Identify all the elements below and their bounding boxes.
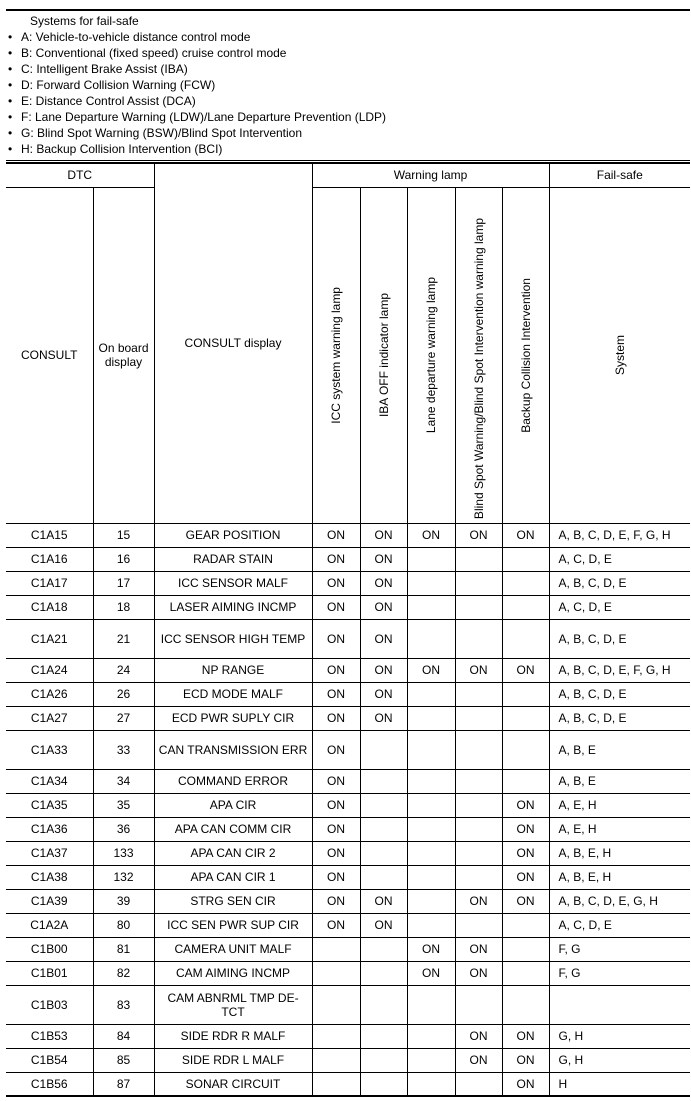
blind-spot-lamp-cell xyxy=(455,547,502,571)
icc-lamp-cell: ON xyxy=(312,595,360,619)
on-board-display-column-header: On board display xyxy=(93,187,154,523)
lane-lamp-cell xyxy=(407,913,455,937)
dtc-code-cell: C1B00 xyxy=(6,937,93,961)
iba-lamp-cell xyxy=(360,793,407,817)
lane-lamp-cell xyxy=(407,730,455,769)
icc-lamp-cell: ON xyxy=(312,793,360,817)
consult-display-cell: ICC SENSOR MALF xyxy=(154,571,312,595)
legend-item: • D: Forward Collision Warning (FCW) xyxy=(6,77,690,93)
consult-display-cell: APA CAN CIR 2 xyxy=(154,841,312,865)
system-cell: A, B, E, H xyxy=(549,841,690,865)
icc-lamp-cell: ON xyxy=(312,817,360,841)
blind-spot-lamp-column-label: Blind Spot Warning/Blind Spot Intervention warning lamp xyxy=(471,217,486,519)
system-cell: A, B, E xyxy=(549,730,690,769)
legend-item: • A: Vehicle-to-vehicle distance control mode xyxy=(6,29,690,45)
dtc-code-cell: C1B56 xyxy=(6,1072,93,1096)
table-row xyxy=(6,619,690,658)
dtc-code-cell: C1A16 xyxy=(6,547,93,571)
backup-cell: ON xyxy=(502,1048,549,1072)
lane-lamp-cell xyxy=(407,889,455,913)
system-column-header xyxy=(549,187,690,523)
icc-lamp-cell: ON xyxy=(312,682,360,706)
iba-lamp-cell xyxy=(360,817,407,841)
legend-item: • C: Intelligent Brake Assist (IBA) xyxy=(6,61,690,77)
dtc-code-cell: C1A33 xyxy=(6,730,93,769)
consult-display-cell: NP RANGE xyxy=(154,658,312,682)
system-cell: G, H xyxy=(549,1024,690,1048)
blind-spot-lamp-cell xyxy=(455,682,502,706)
blind-spot-lamp-cell xyxy=(455,817,502,841)
icc-lamp-cell xyxy=(312,1024,360,1048)
consult-display-cell: CAM AIMING INCMP xyxy=(154,961,312,985)
backup-cell: ON xyxy=(502,889,549,913)
blind-spot-lamp-cell: ON xyxy=(455,1024,502,1048)
iba-lamp-cell xyxy=(360,769,407,793)
dtc-code-cell: C1A27 xyxy=(6,706,93,730)
system-cell: A, C, D, E xyxy=(549,913,690,937)
lane-lamp-cell xyxy=(407,682,455,706)
lane-lamp-cell: ON xyxy=(407,523,455,547)
iba-lamp-cell: ON xyxy=(360,889,407,913)
backup-cell: ON xyxy=(502,523,549,547)
iba-lamp-cell xyxy=(360,730,407,769)
table-row xyxy=(6,523,690,547)
system-column-label: System xyxy=(612,334,627,375)
system-cell: A, B, C, D, E, G, H xyxy=(549,889,690,913)
lane-lamp-cell xyxy=(407,706,455,730)
dtc-code-cell: C1A15 xyxy=(6,523,93,547)
backup-cell: ON xyxy=(502,865,549,889)
table-row xyxy=(6,889,690,913)
icc-lamp-cell: ON xyxy=(312,865,360,889)
icc-lamp-cell: ON xyxy=(312,571,360,595)
dtc-code-cell: C1A35 xyxy=(6,793,93,817)
backup-cell xyxy=(502,961,549,985)
icc-lamp-cell: ON xyxy=(312,547,360,571)
lane-lamp-cell xyxy=(407,1024,455,1048)
backup-cell xyxy=(502,937,549,961)
iba-lamp-cell: ON xyxy=(360,706,407,730)
header-row-columns xyxy=(6,187,690,523)
icc-lamp-cell xyxy=(312,1048,360,1072)
icc-lamp-cell: ON xyxy=(312,889,360,913)
on-board-cell: 39 xyxy=(93,889,154,913)
dtc-code-cell: C1A2A xyxy=(6,913,93,937)
on-board-cell: 27 xyxy=(93,706,154,730)
header-row-groups xyxy=(6,163,690,187)
blind-spot-lamp-column-header xyxy=(455,187,502,523)
icc-lamp-column-label: ICC system warning lamp xyxy=(329,286,344,424)
blind-spot-lamp-cell xyxy=(455,985,502,1024)
on-board-cell: 16 xyxy=(93,547,154,571)
system-cell: H xyxy=(549,1072,690,1096)
system-cell: A, E, H xyxy=(549,793,690,817)
dtc-code-cell: C1A17 xyxy=(6,571,93,595)
table-row xyxy=(6,1072,690,1096)
table-row xyxy=(6,985,690,1024)
legend-title: Systems for fail-safe xyxy=(30,14,139,28)
backup-cell xyxy=(502,619,549,658)
dtc-code-cell: C1A21 xyxy=(6,619,93,658)
on-board-cell: 83 xyxy=(93,985,154,1024)
fail-safe-legend xyxy=(6,9,690,161)
icc-lamp-cell: ON xyxy=(312,619,360,658)
warning-lamp-group-header: Warning lamp xyxy=(312,163,549,187)
blind-spot-lamp-cell xyxy=(455,730,502,769)
lane-lamp-cell xyxy=(407,817,455,841)
on-board-cell: 36 xyxy=(93,817,154,841)
blind-spot-lamp-cell xyxy=(455,769,502,793)
lane-lamp-cell xyxy=(407,547,455,571)
backup-cell xyxy=(502,769,549,793)
dtc-code-cell: C1B01 xyxy=(6,961,93,985)
table-row xyxy=(6,730,690,769)
lane-lamp-column-label: Lane departure warning lamp xyxy=(424,276,439,434)
dtc-code-cell: C1A18 xyxy=(6,595,93,619)
table-row xyxy=(6,547,690,571)
consult-display-cell: CAN TRANSMISSION ERR xyxy=(154,730,312,769)
icc-lamp-cell: ON xyxy=(312,523,360,547)
backup-cell: ON xyxy=(502,793,549,817)
system-cell: G, H xyxy=(549,1048,690,1072)
iba-lamp-cell: ON xyxy=(360,619,407,658)
consult-display-header: CONSULT display xyxy=(154,163,312,523)
icc-lamp-cell xyxy=(312,985,360,1024)
consult-display-cell: ECD PWR SUPLY CIR xyxy=(154,706,312,730)
backup-cell: ON xyxy=(502,1024,549,1048)
blind-spot-lamp-cell xyxy=(455,706,502,730)
lane-lamp-cell xyxy=(407,595,455,619)
dtc-code-cell: C1A38 xyxy=(6,865,93,889)
blind-spot-lamp-cell: ON xyxy=(455,658,502,682)
legend-item: • F: Lane Departure Warning (LDW)/Lane Departure Prevention (LDP) xyxy=(6,109,690,125)
system-cell: A, B, C, D, E xyxy=(549,619,690,658)
consult-display-cell: SIDE RDR R MALF xyxy=(154,1024,312,1048)
icc-lamp-cell: ON xyxy=(312,730,360,769)
iba-lamp-cell: ON xyxy=(360,523,407,547)
iba-lamp-cell xyxy=(360,1048,407,1072)
icc-lamp-cell xyxy=(312,1072,360,1096)
backup-cell xyxy=(502,682,549,706)
icc-lamp-column-header xyxy=(312,187,360,523)
lane-lamp-cell: ON xyxy=(407,937,455,961)
dtc-code-cell: C1A37 xyxy=(6,841,93,865)
backup-cell xyxy=(502,706,549,730)
blind-spot-lamp-cell xyxy=(455,841,502,865)
system-cell: F, G xyxy=(549,937,690,961)
on-board-cell: 33 xyxy=(93,730,154,769)
blind-spot-lamp-cell: ON xyxy=(455,889,502,913)
table-row xyxy=(6,595,690,619)
table-row xyxy=(6,961,690,985)
table-row xyxy=(6,841,690,865)
backup-cell xyxy=(502,985,549,1024)
blind-spot-lamp-cell xyxy=(455,865,502,889)
table-row xyxy=(6,817,690,841)
iba-lamp-cell: ON xyxy=(360,547,407,571)
table-row xyxy=(6,682,690,706)
consult-column-header: CONSULT xyxy=(6,187,93,523)
lane-lamp-cell xyxy=(407,571,455,595)
legend-item: • H: Backup Collision Intervention (BCI) xyxy=(6,141,690,157)
consult-display-cell: APA CIR xyxy=(154,793,312,817)
icc-lamp-cell: ON xyxy=(312,769,360,793)
blind-spot-lamp-cell xyxy=(455,595,502,619)
backup-cell: ON xyxy=(502,658,549,682)
table-row xyxy=(6,865,690,889)
table-row xyxy=(6,706,690,730)
system-cell: A, E, H xyxy=(549,817,690,841)
consult-display-cell: ICC SEN PWR SUP CIR xyxy=(154,913,312,937)
on-board-cell: 17 xyxy=(93,571,154,595)
on-board-cell: 21 xyxy=(93,619,154,658)
consult-display-cell: CAM ABNRML TMP DE-TCT xyxy=(154,985,312,1024)
lane-lamp-cell xyxy=(407,619,455,658)
dtc-code-cell: C1B53 xyxy=(6,1024,93,1048)
system-cell: A, B, E, H xyxy=(549,865,690,889)
legend-item: • G: Blind Spot Warning (BSW)/Blind Spot Intervention xyxy=(6,125,690,141)
backup-column-header xyxy=(502,187,549,523)
document-page xyxy=(6,0,690,1097)
system-cell: A, B, C, D, E xyxy=(549,706,690,730)
on-board-cell: 84 xyxy=(93,1024,154,1048)
lane-lamp-cell xyxy=(407,841,455,865)
blind-spot-lamp-cell: ON xyxy=(455,937,502,961)
lane-lamp-cell: ON xyxy=(407,658,455,682)
dtc-code-cell: C1A34 xyxy=(6,769,93,793)
system-cell: A, B, C, D, E, F, G, H xyxy=(549,658,690,682)
table-row xyxy=(6,571,690,595)
consult-display-cell: APA CAN COMM CIR xyxy=(154,817,312,841)
table-row xyxy=(6,913,690,937)
consult-display-cell: RADAR STAIN xyxy=(154,547,312,571)
dtc-group-header: DTC xyxy=(6,163,154,187)
dtc-code-cell: C1A36 xyxy=(6,817,93,841)
consult-display-cell: LASER AIMING INCMP xyxy=(154,595,312,619)
iba-lamp-cell: ON xyxy=(360,658,407,682)
table-row xyxy=(6,769,690,793)
lane-lamp-cell xyxy=(407,865,455,889)
on-board-cell: 81 xyxy=(93,937,154,961)
backup-cell xyxy=(502,730,549,769)
iba-lamp-column-header xyxy=(360,187,407,523)
system-cell: A, C, D, E xyxy=(549,595,690,619)
table-row xyxy=(6,658,690,682)
system-cell: A, B, C, D, E, F, G, H xyxy=(549,523,690,547)
blind-spot-lamp-cell xyxy=(455,571,502,595)
iba-lamp-column-label: IBA OFF indicator lamp xyxy=(376,292,391,418)
backup-cell xyxy=(502,913,549,937)
lane-lamp-cell xyxy=(407,793,455,817)
dtc-code-cell: C1A26 xyxy=(6,682,93,706)
table-row xyxy=(6,793,690,817)
blind-spot-lamp-cell: ON xyxy=(455,523,502,547)
legend-list xyxy=(6,29,690,157)
consult-display-cell: CAMERA UNIT MALF xyxy=(154,937,312,961)
on-board-cell: 24 xyxy=(93,658,154,682)
consult-display-cell: APA CAN CIR 1 xyxy=(154,865,312,889)
dtc-code-cell: C1A24 xyxy=(6,658,93,682)
dtc-code-cell: C1B54 xyxy=(6,1048,93,1072)
lane-lamp-cell xyxy=(407,769,455,793)
consult-display-cell: STRG SEN CIR xyxy=(154,889,312,913)
lane-lamp-cell xyxy=(407,985,455,1024)
lane-lamp-cell xyxy=(407,1048,455,1072)
dtc-code-cell: C1A39 xyxy=(6,889,93,913)
system-cell: F, G xyxy=(549,961,690,985)
icc-lamp-cell: ON xyxy=(312,706,360,730)
backup-cell xyxy=(502,595,549,619)
system-cell xyxy=(549,985,690,1024)
on-board-cell: 82 xyxy=(93,961,154,985)
iba-lamp-cell xyxy=(360,865,407,889)
table-row xyxy=(6,937,690,961)
iba-lamp-cell xyxy=(360,937,407,961)
backup-cell: ON xyxy=(502,817,549,841)
on-board-cell: 132 xyxy=(93,865,154,889)
fail-safe-group-header: Fail-safe xyxy=(549,163,690,187)
iba-lamp-cell: ON xyxy=(360,913,407,937)
iba-lamp-cell xyxy=(360,841,407,865)
backup-cell: ON xyxy=(502,1072,549,1096)
consult-display-cell: COMMAND ERROR xyxy=(154,769,312,793)
dtc-table xyxy=(6,162,690,1097)
icc-lamp-cell: ON xyxy=(312,841,360,865)
backup-cell: ON xyxy=(502,841,549,865)
table-row xyxy=(6,1048,690,1072)
iba-lamp-cell: ON xyxy=(360,682,407,706)
system-cell: A, C, D, E xyxy=(549,547,690,571)
blind-spot-lamp-cell: ON xyxy=(455,961,502,985)
iba-lamp-cell xyxy=(360,1024,407,1048)
legend-item: • E: Distance Control Assist (DCA) xyxy=(6,93,690,109)
table-row xyxy=(6,1024,690,1048)
iba-lamp-cell xyxy=(360,1072,407,1096)
consult-display-cell: ECD MODE MALF xyxy=(154,682,312,706)
consult-display-cell: SIDE RDR L MALF xyxy=(154,1048,312,1072)
lane-lamp-cell: ON xyxy=(407,961,455,985)
blind-spot-lamp-cell xyxy=(455,913,502,937)
consult-display-cell: SONAR CIRCUIT xyxy=(154,1072,312,1096)
lane-lamp-column-header xyxy=(407,187,455,523)
backup-cell xyxy=(502,571,549,595)
blind-spot-lamp-cell xyxy=(455,1072,502,1096)
on-board-cell: 35 xyxy=(93,793,154,817)
blind-spot-lamp-cell xyxy=(455,619,502,658)
iba-lamp-cell: ON xyxy=(360,595,407,619)
iba-lamp-cell: ON xyxy=(360,571,407,595)
on-board-cell: 85 xyxy=(93,1048,154,1072)
blind-spot-lamp-cell xyxy=(455,793,502,817)
legend-item: • B: Conventional (fixed speed) cruise control mode xyxy=(6,45,690,61)
blind-spot-lamp-cell: ON xyxy=(455,1048,502,1072)
on-board-cell: 133 xyxy=(93,841,154,865)
dtc-code-cell: C1B03 xyxy=(6,985,93,1024)
system-cell: A, B, C, D, E xyxy=(549,571,690,595)
icc-lamp-cell xyxy=(312,937,360,961)
iba-lamp-cell xyxy=(360,985,407,1024)
on-board-cell: 15 xyxy=(93,523,154,547)
on-board-cell: 80 xyxy=(93,913,154,937)
icc-lamp-cell: ON xyxy=(312,913,360,937)
consult-display-cell: ICC SENSOR HIGH TEMP xyxy=(154,619,312,658)
on-board-cell: 18 xyxy=(93,595,154,619)
on-board-cell: 26 xyxy=(93,682,154,706)
icc-lamp-cell: ON xyxy=(312,658,360,682)
icc-lamp-cell xyxy=(312,961,360,985)
on-board-cell: 34 xyxy=(93,769,154,793)
lane-lamp-cell xyxy=(407,1072,455,1096)
system-cell: A, B, E xyxy=(549,769,690,793)
on-board-cell: 87 xyxy=(93,1072,154,1096)
consult-display-cell: GEAR POSITION xyxy=(154,523,312,547)
backup-cell xyxy=(502,547,549,571)
backup-column-label: Backup Collision Intervention xyxy=(518,277,533,433)
iba-lamp-cell xyxy=(360,961,407,985)
system-cell: A, B, C, D, E xyxy=(549,682,690,706)
